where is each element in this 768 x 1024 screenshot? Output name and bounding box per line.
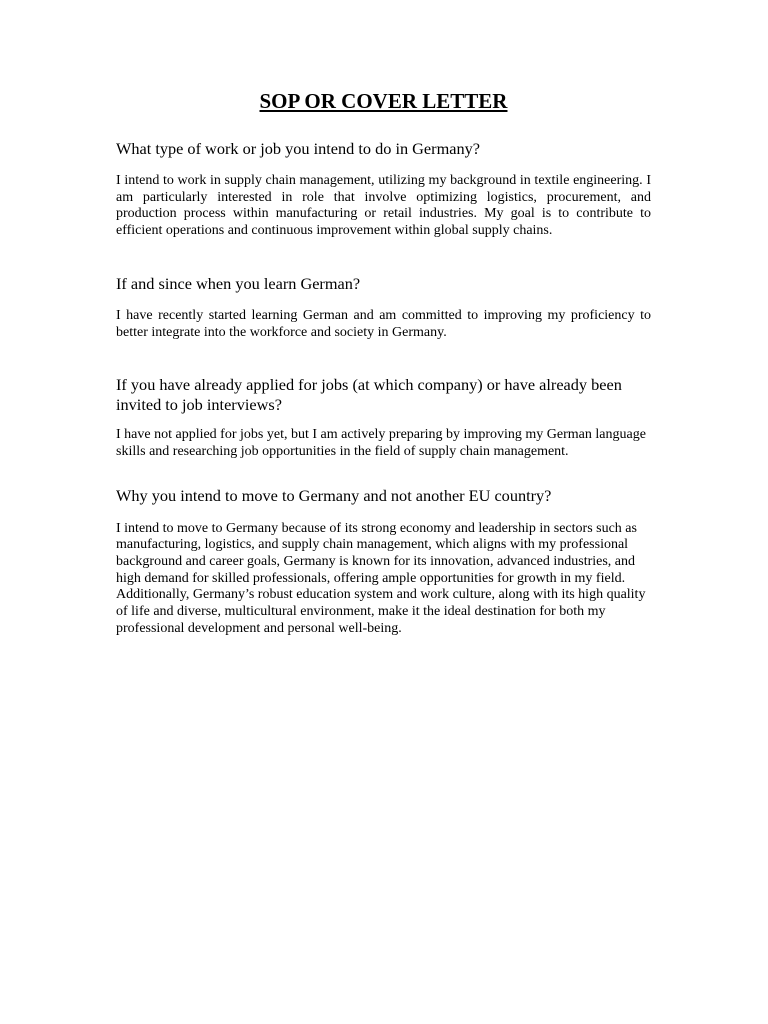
section-work-intent: [116, 139, 651, 240]
question-heading: If and since when you learn German?: [116, 273, 361, 293]
document-title: SOP OR COVER LETTER: [259, 89, 508, 113]
question-heading: Why you intend to move to Germany and not another EU country?: [116, 485, 552, 505]
question-heading: What type of work or job you intend to do in Germany?: [116, 139, 480, 158]
question-heading: If you have already applied for jobs (at which company) or have already been invited to job interviews?: [116, 375, 622, 415]
document-body: [116, 87, 651, 638]
answer-paragraph: I have not applied for jobs yet, but I am actively preparing by improving my German language skills and researching job opportunities in the field of supply chain management.: [116, 427, 646, 459]
answer-paragraph: I intend to work in supply chain management, utilizing my background in textile engineering. I am particularly interested in role that involve optimizing logistics, procurement, and production process within manufacturing or retail industries. My goal is to contribute to efficient operations and continuous improvement within global supply chains.: [116, 173, 651, 239]
answer-paragraph: I have recently started learning German and am committed to improving my proficiency to better integrate into the workforce and society in Germany.: [116, 307, 651, 340]
section-job-applications: [116, 375, 651, 460]
answer-paragraph: I intend to move to Germany because of its strong economy and leadership in sectors such as manufacturing, logistics, and supply chain management, which aligns with my professional background and career goals, Germany is known for its innovation, advanced industries, and high demand for skilled professionals, offering ample opportunities for growth in my field. Additionally, Germany’s robust education system and work culture, along with its high quality of life and diverse, multicultural environment, make it the ideal destination for both my professional development and personal well-being.: [116, 520, 646, 636]
section-german-learning: [116, 274, 651, 341]
section-why-germany: [116, 486, 651, 638]
